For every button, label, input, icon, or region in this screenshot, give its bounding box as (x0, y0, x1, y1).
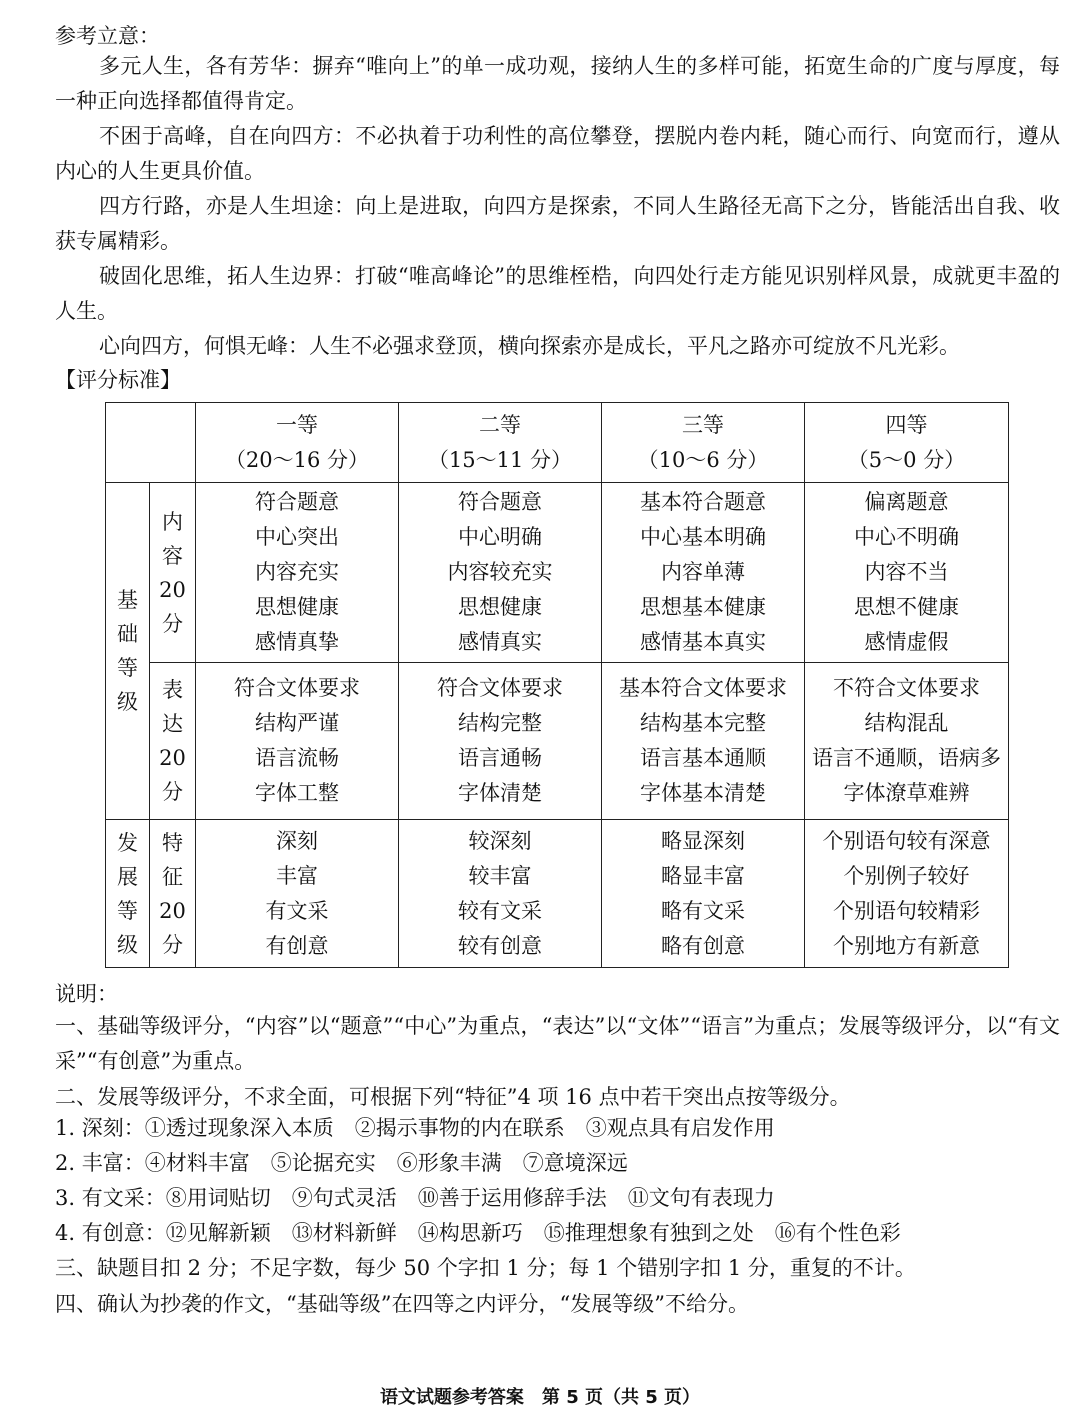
idea-paragraph: 四方行路，亦是人生坦途：向上是进取，向四方是探索，不同人生路径无高下之分，皆能活出自我、收获专属精彩。 (55, 194, 1060, 253)
table-row-expression (106, 663, 1009, 820)
header-grade-4: 四等 （5～0 分） (805, 403, 1009, 483)
feature-line: 3. 有文采：⑧用词贴切 ⑨句式灵活 ⑩善于运用修辞手法 ⑪文句有表现力 (55, 1186, 775, 1210)
notes-title: 说明： (55, 982, 118, 1006)
table-row-content (106, 483, 1009, 663)
header-grade-3: 三等 （10～6 分） (602, 403, 805, 483)
page-footer: 语文试题参考答案 第 5 页（共 5 页） (379, 1387, 701, 1408)
header-empty-cell (106, 403, 196, 483)
feature-line: 4. 有创意：⑫见解新颖 ⑬材料新鲜 ⑭构思新巧 ⑮推理想象有独到之处 ⑯有个性色彩 (55, 1221, 901, 1245)
idea-paragraph: 多元人生，各有芳华：摒弃“唯向上”的单一成功观，接纳人生的多样可能，拓宽生命的广度与厚度，每一种正向选择都值得肯定。 (55, 54, 1060, 113)
table-cell: 较深刻 较丰富 较有文采 较有创意 (399, 820, 602, 968)
table-row-features (106, 820, 1009, 968)
feature-line: 2. 丰富：④材料丰富 ⑤论据充实 ⑥形象丰满 ⑦意境深远 (55, 1151, 628, 1175)
table-cell: 不符合文体要求 结构混乱 语言不通顺，语病多 字体潦草难辨 (805, 663, 1009, 820)
expression-label: 表 达 20 分 (150, 663, 196, 820)
scoring-table (105, 402, 1009, 968)
table-header-row (106, 403, 1009, 483)
scoring-title: 【评分标准】 (55, 368, 181, 392)
table-cell: 个别语句较有深意 个别例子较好 个别语句较精彩 个别地方有新意 (805, 820, 1009, 968)
features-label: 特 征 20 分 (150, 820, 196, 968)
table-cell: 略显深刻 略显丰富 略有文采 略有创意 (602, 820, 805, 968)
note-paragraph: 四、确认为抄袭的作文，“基础等级”在四等之内评分，“发展等级”不给分。 (55, 1292, 749, 1316)
basic-level-label: 基 础 等 级 (106, 483, 150, 820)
note-paragraph: 一、基础等级评分，“内容”以“题意”“中心”为重点，“表达”以“文体”“语言”为重点；发展等级评分，以“有文采”“有创意”为重点。 (55, 1014, 1060, 1073)
table-cell: 基本符合题意 中心基本明确 内容单薄 思想基本健康 感情基本真实 (602, 483, 805, 663)
table-cell: 深刻 丰富 有文采 有创意 (196, 820, 399, 968)
develop-level-label: 发 展 等 级 (106, 820, 150, 968)
table-cell: 偏离题意 中心不明确 内容不当 思想不健康 感情虚假 (805, 483, 1009, 663)
idea-paragraph: 心向四方，何惧无峰：人生不必强求登顶，横向探索亦是成长，平凡之路亦可绽放不凡光彩。 (99, 334, 960, 358)
table-cell: 符合题意 中心突出 内容充实 思想健康 感情真挚 (196, 483, 399, 663)
idea-paragraph: 不困于高峰，自在向四方：不必执着于功利性的高位攀登，摆脱内卷内耗，随心而行、向宽而行，遵从内心的人生更具价值。 (55, 124, 1060, 183)
section-title: 参考立意： (55, 24, 160, 48)
note-paragraph: 二、发展等级评分，不求全面，可根据下列“特征”4 项 16 点中若干突出点按等级分。 (55, 1085, 851, 1109)
content-label: 内 容 20 分 (150, 483, 196, 663)
idea-paragraph: 破固化思维，拓人生边界：打破“唯高峰论”的思维桎梏，向四处行走方能见识别样风景，成就更丰盈的人生。 (55, 264, 1060, 323)
table-cell: 符合文体要求 结构严谨 语言流畅 字体工整 (196, 663, 399, 820)
table-cell: 符合题意 中心明确 内容较充实 思想健康 感情真实 (399, 483, 602, 663)
feature-line: 1. 深刻：①透过现象深入本质 ②揭示事物的内在联系 ③观点具有启发作用 (55, 1116, 775, 1140)
header-grade-2: 二等 （15～11 分） (399, 403, 602, 483)
note-paragraph: 三、缺题目扣 2 分；不足字数，每少 50 个字扣 1 分；每 1 个错别字扣 1 分，重复的不计。 (55, 1256, 916, 1280)
table-cell: 基本符合文体要求 结构基本完整 语言基本通顺 字体基本清楚 (602, 663, 805, 820)
table-cell: 符合文体要求 结构完整 语言通畅 字体清楚 (399, 663, 602, 820)
header-grade-1: 一等 （20～16 分） (196, 403, 399, 483)
